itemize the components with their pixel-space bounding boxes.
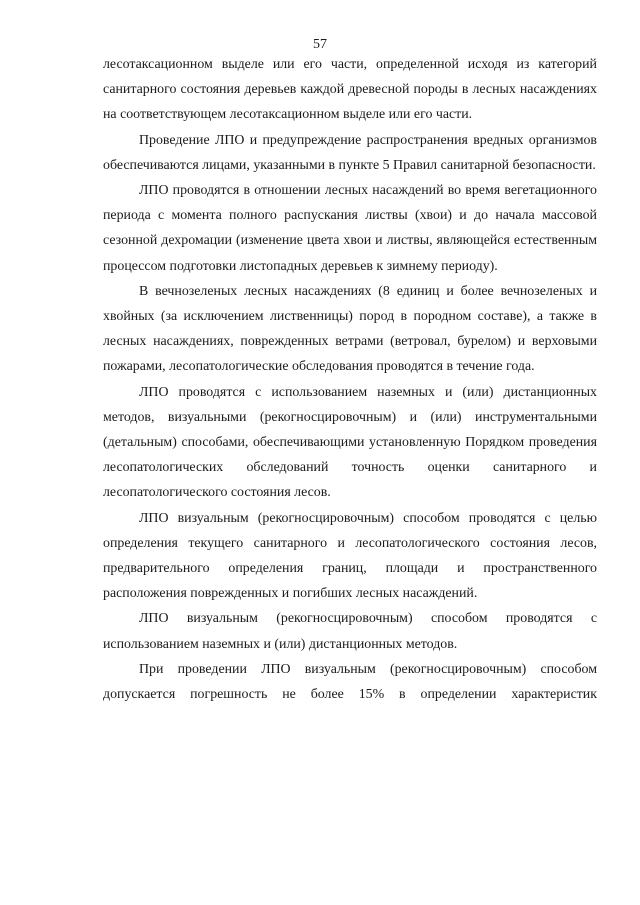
- paragraph: В вечнозеленых лесных насаждениях (8 единиц и более вечнозеленых и хвойных (за исключением лиственницы) пород в породном составе), а также в лесных насаждениях, поврежденных ветрами (ветровал, бурелом) и верховыми пожарами, лесопатологические обследования проводятся в течение года.: [103, 283, 597, 375]
- page-number: 57: [313, 37, 327, 52]
- document-body: [103, 52, 597, 707]
- paragraph: ЛПО проводятся с использованием наземных и (или) дистанционных методов, визуальными (рекогносцировочным) и (или) инструментальными (детальным) способами, обеспечивающими установленную Порядком проведения лесопатологических обследований точность оценки санитарного и лесопатологического состояния лесов.: [103, 384, 597, 501]
- paragraph: ЛПО визуальным (рекогносцировочным) способом проводятся с использованием наземных и (или) дистанционных методов.: [103, 611, 597, 652]
- paragraph-continuation: лесотаксационном выделе или его части, определенной исходя из категорий санитарного состояния деревьев каждой древесной породы в лесных насаждениях на соответствующем лесотаксационном выделе или его части.: [103, 57, 597, 123]
- paragraph: ЛПО визуальным (рекогносцировочным) способом проводятся с целью определения текущего санитарного и лесопатологического состояния лесов, предварительного определения границ, площади и пространственного расположения поврежденных и погибших лесных насаждений.: [103, 510, 597, 602]
- paragraph-truncated: При проведении ЛПО визуальным (рекогносцировочным) способом допускается погрешность не более 15% в определении характеристик: [103, 661, 597, 703]
- paragraph: Проведение ЛПО и предупреждение распространения вредных организмов обеспечиваются лицами, указанными в пункте 5 Правил санитарной безопасности.: [103, 132, 597, 173]
- paragraph: ЛПО проводятся в отношении лесных насаждений во время вегетационного периода с момента полного распускания листвы (хвои) и до начала массовой сезонной дехромации (изменение цвета хвои и листвы, являющейся естественным процессом подготовки листопадных деревьев к зимнему периоду).: [103, 183, 597, 274]
